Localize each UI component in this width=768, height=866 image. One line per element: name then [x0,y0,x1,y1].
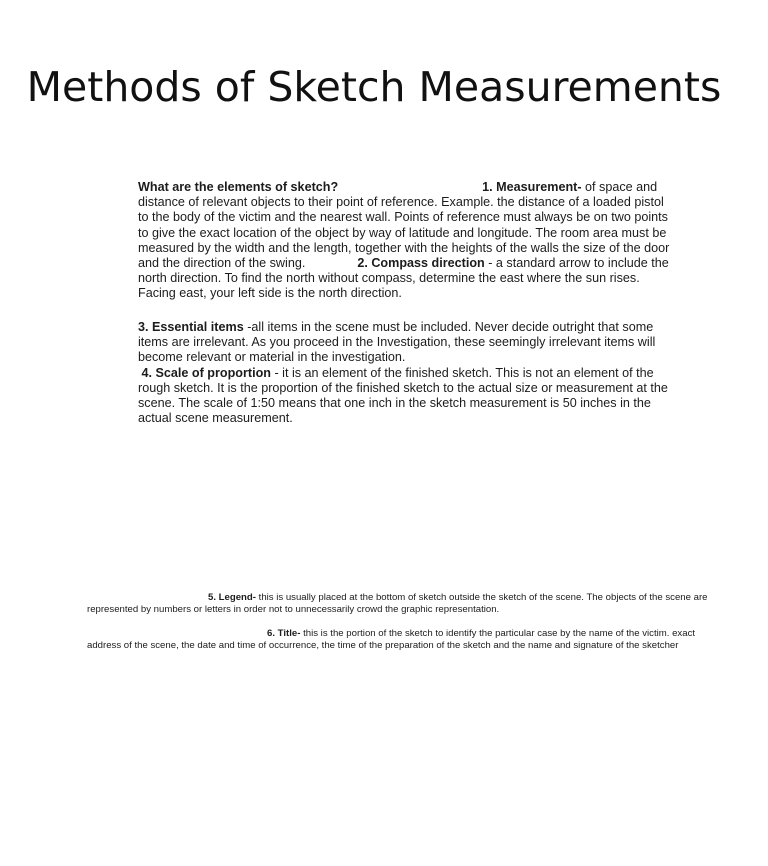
scale-text [138,366,672,427]
legend-paragraph [87,592,715,616]
measurement-heading: 1. Measurement- [482,180,582,194]
question-heading: What are the elements of sketch? [138,180,339,194]
legend-heading: 5. Legend- [208,592,256,603]
elements-paragraph [138,180,672,302]
title-item-body: this is the portion of the sketch to identify the particular case by the name of the victim. exact address of the scene, the date and time of occurrence, the time of the preparation of the sketch and the name and signature of the sketcher [87,628,696,651]
essential-items-body: -all items in the scene must be included. Never decide outright that some items are irrelevant. As you proceed in the Investigation, these seemingly irrelevant items will become relevant or material in the investigation. [138,320,656,365]
legend-body: this is usually placed at the bottom of sketch outside the sketch of the scene. The objects of the scene are represented by numbers or letters in order not to unnecessarily crowd the graphic representation. [87,592,708,615]
title-item-heading: 6. Title- [267,628,301,639]
title-paragraph [87,628,715,652]
scale-heading: 4. Scale of proportion [141,365,271,380]
scale-body: - it is an element of the finished sketch. This is not an element of the rough sketch. It is the proportion of the finished sketch to the actual size or measurement at the scene. The scale of 1:50 means that one inch in the sketch measurement is 50 inches in the actual scene measurement. [138,365,668,426]
elements-text [138,180,672,302]
page-title: Methods of Sketch Measurements [26,63,722,111]
compass-text: - a standard arrow to include the north direction. To find the north without compass, determine the east where the sun rises. Facing east, your left side is the north direction. [138,256,669,301]
legend-text [87,592,715,616]
essential-items-heading: 3. Essential items [138,320,244,334]
measurement-text: of space and distance of relevant objects to their point of reference. Example. the distance of a loaded pistol to the body of the victim and the nearest wall. Points of reference must always be on two points to give the exact location of the object by way of latitude and longitude. The room area must be measured by the width and the length, together with the heights of the walls the size of the door and the direction of the swing. [138,180,670,271]
essential-items-text [138,320,672,366]
title-item-text [87,628,715,652]
essential-scale-paragraph [138,320,672,426]
compass-heading: 2. Compass direction [357,256,485,271]
